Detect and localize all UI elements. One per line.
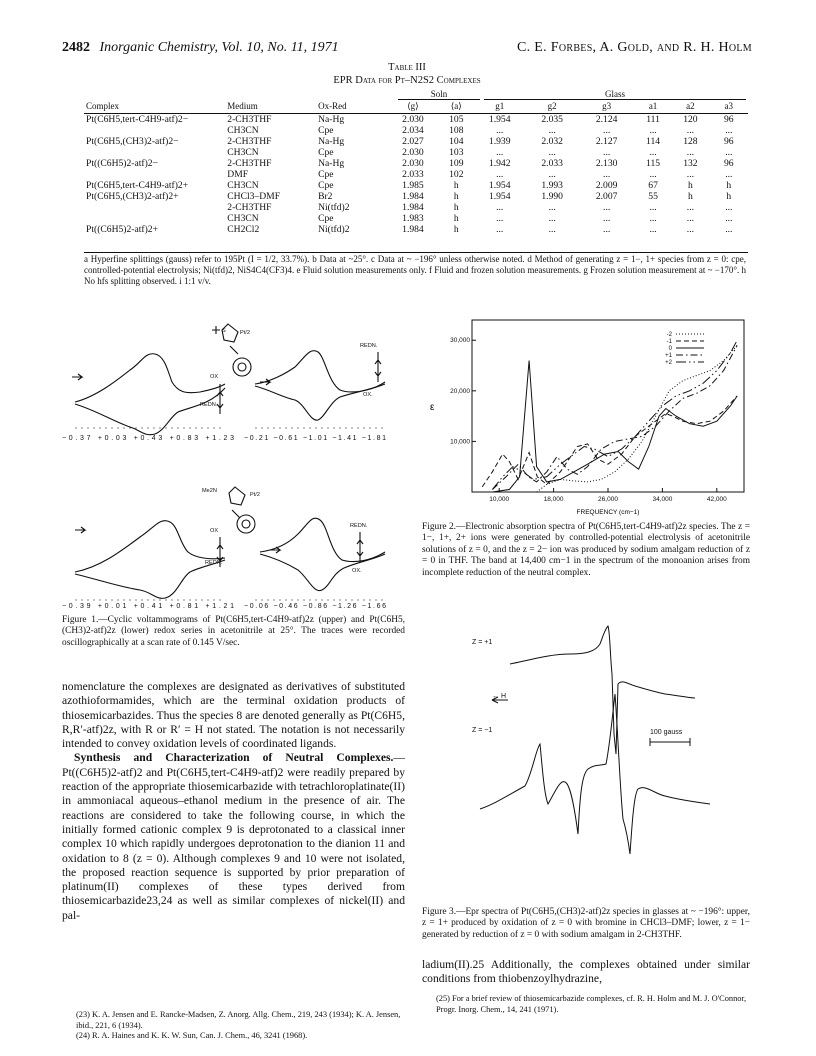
ox-label-ur: OX. <box>363 392 373 398</box>
table-cell: Br2 <box>318 191 333 202</box>
table-row <box>84 202 748 213</box>
table-cell: ... <box>686 169 694 180</box>
table-cell: 128 <box>683 136 698 147</box>
table-row <box>84 180 748 191</box>
table-cell: 2.034 <box>402 125 424 136</box>
table-cell: Na-Hg <box>318 158 345 169</box>
ox-label-ul: OX <box>210 374 219 380</box>
table-cell: 96 <box>723 158 734 169</box>
table-cell: ... <box>686 213 694 224</box>
table-cell: 104 <box>449 136 464 147</box>
table-cell: 1.990 <box>541 191 563 202</box>
cv-trace-lower-right <box>260 518 385 590</box>
body-text-left <box>62 680 405 923</box>
epr-trace-lower <box>480 694 710 854</box>
table-cell: 1.984 <box>402 191 424 202</box>
table-cell: ... <box>603 224 611 235</box>
table-cell: h <box>726 180 732 191</box>
table-cell: 1.954 <box>488 180 511 191</box>
ref-23: (23) K. A. Jensen and E. Rancke-Madsen, Z. Anorg. Allg. Chem., 219, 243 (1934); K. A. Jensen, ibid., 221, 6 (1934). <box>76 1010 401 1030</box>
struct-lower-me2n: Me2N <box>202 488 217 494</box>
table-cell: 2.035 <box>541 114 563 125</box>
x-axis-label: FREQUENCY (cm−1) <box>576 509 640 516</box>
field-arrow-label: ← H <box>492 693 506 700</box>
table-header-cell: a2 <box>671 101 709 114</box>
struct-upper-s: S <box>222 328 226 334</box>
series-line--1 <box>482 396 737 487</box>
table-cell: 132 <box>683 158 698 169</box>
table-row <box>84 191 748 202</box>
table-row <box>84 213 748 224</box>
table-cell: 105 <box>449 114 464 125</box>
table-cell: ... <box>548 147 556 158</box>
table-cell: h <box>688 180 693 191</box>
table-cell: ... <box>649 213 657 224</box>
ref-24: (24) R. A. Haines and K. K. W. Sun, Can. J. Chem., 46, 3241 (1968). <box>76 1031 308 1040</box>
table-cell <box>84 169 225 180</box>
scale-label: 100 gauss <box>650 729 683 736</box>
table-number: Table III <box>388 62 426 73</box>
table-cell: Cpe <box>318 169 334 180</box>
redn-label-lr: REDN. <box>350 523 368 529</box>
table-cell: 1.954 <box>488 191 511 202</box>
table-row <box>84 169 748 180</box>
legend-label: -2 <box>666 332 672 338</box>
table-cell: Cpe <box>318 125 334 136</box>
table-header-cell: a1 <box>635 101 671 114</box>
table-cell: 55 <box>648 191 658 202</box>
table-cell: 103 <box>449 147 464 158</box>
table-cell: 114 <box>646 136 661 147</box>
table-cell: ... <box>548 224 556 235</box>
table-cell: Pt(C6H5,tert-C4H9-atf)2− <box>86 114 189 125</box>
table-cell: ... <box>725 224 733 235</box>
table-cell: ... <box>496 125 504 136</box>
table-cell: ... <box>496 224 504 235</box>
figure2-caption: Figure 2.—Electronic absorption spectra of Pt(C6H5,tert-C4H9-atf)2z species. The z = 1−, 1+, 2+ ions were generated by controlled-potential electrolysis of acetonitrile solutions of z = 0, and the z = 2− ion was produced by sodium amalgam reduction of z = 0 in THF. The band at 14,400 cm−1 in the spectrum of the monoanion arises from incomplete reduction of the neutral complex. <box>422 522 750 578</box>
table-cell <box>84 125 225 136</box>
table-cell: h <box>453 224 459 235</box>
table-row <box>84 125 748 136</box>
table-header-cell: g3 <box>578 101 635 114</box>
table-title: EPR Data for Pt–N2S2 Complexes <box>333 75 481 86</box>
table-cell: 2.033 <box>541 158 563 169</box>
table-cell: ... <box>603 125 611 136</box>
table-cell: 1.984 <box>402 224 424 235</box>
x-tick-label: 34,000 <box>652 496 673 503</box>
legend-label: +1 <box>665 353 672 359</box>
table-cell: CH2Cl2 <box>227 224 260 235</box>
table-cell: Ni(tfd)2 <box>318 224 350 235</box>
table-footnotes: a Hyperfine splittings (gauss) refer to 195Pt (I = 1/2, 33.7%). b Data at ~25°. c Data at ~ −196° unless otherwise noted. d Method of generating z = 1−, 1+ species from z = 0: cpe, controlled-potential electrolysis; Ni(tfd)2, NiS4C4(CF3)4. e Fluid solution measurements only. f Fluid and frozen solution measurements. g Frozen solution measurement at ~ −170°. h No hfs splitting observed. i 1:1 v/v. <box>84 254 746 286</box>
scale-bar <box>650 738 690 746</box>
table-cell: 108 <box>449 125 464 136</box>
table-cell: Na-Hg <box>318 136 345 147</box>
redn-label-ul: REDN. <box>200 402 218 408</box>
table-cell <box>84 202 225 213</box>
table-cell: CH3CN <box>227 180 259 191</box>
table-cell: ... <box>603 213 611 224</box>
figure1-caption: Figure 1.—Cyclic voltammograms of Pt(C6H5,tert-C4H9-atf)2z (upper) and Pt(C6H5,(CH3)2-atf)2z (lower) redox series in acetonitrile at 25°. The traces were recorded oscillographically at a scan rate of 0.145 V/sec. <box>62 615 405 648</box>
table-header-cell: Medium <box>225 101 316 114</box>
table-cell: ... <box>649 125 657 136</box>
table-cell: ... <box>725 169 733 180</box>
table-rule <box>84 252 748 253</box>
struct-upper-pt: Pt/2 <box>240 330 250 336</box>
x-tick-label: 18,000 <box>543 496 564 503</box>
cv-trace-lower-left <box>75 521 225 599</box>
table-cell: Cpe <box>318 147 334 158</box>
table-cell <box>84 213 225 224</box>
y-axis-symbol: ε <box>430 402 435 413</box>
table-body <box>84 114 748 236</box>
redn-label-ll: REDN. <box>205 560 223 566</box>
section-heading: Synthesis and Characterization of Neutral Complexes. <box>74 751 394 765</box>
legend-label: 0 <box>668 346 672 352</box>
table-cell: ... <box>725 202 733 213</box>
table-cell: Pt((C6H5)2-atf)2+ <box>86 224 159 235</box>
table-cell: 1.954 <box>488 114 511 125</box>
table-cell: 1.942 <box>488 158 511 169</box>
author-line: C. E. Forbes, A. Gold, and R. H. Holm <box>517 40 752 55</box>
struct-lower-pt: Pt/2 <box>250 492 260 498</box>
table-header-cell: ⟨g⟩ <box>387 101 439 114</box>
table-cell: ... <box>686 202 694 213</box>
table-header-cell: Complex <box>84 101 225 114</box>
table-cell: Pt(C6H5,tert-C4H9-atf)2+ <box>86 180 189 191</box>
table-cell: ... <box>548 202 556 213</box>
table-cell: 2.030 <box>402 158 424 169</box>
axis-upper-left: −0.37 +0.03 +0.43 +0.83 +1.23 <box>62 435 234 442</box>
figure3-epr-spectra <box>470 624 730 904</box>
soln-group-header: Soln <box>398 89 480 100</box>
table-row <box>84 136 748 147</box>
table-cell: h <box>453 180 459 191</box>
references-left <box>62 1010 405 1042</box>
paragraph-synthesis: —Pt((C6H5)2-atf)2 and Pt(C6H5,tert-C4H9-atf)2 were readily prepared by reaction of the appropriate thiosemicarbazide with tetrachloroplatinate(II) in ammoniacal aqueous–ethanol medium in the presence of air. The reactions are considered to take the following course, in which the initially formed cationic complex 9 is deprotonated to a classical inner complex 10 which rapidly undergoes deprotonation to the dianion 11 and oxidation to 8 (z = 0). Although complexes 9 and 10 were not isolated, the proposed reaction sequence is supported by prior preparation of platinum(II) complexes of these types derived from thiosemicarbazide23,24 as well as similar complexes of nickel(II) and pal- <box>62 751 405 922</box>
table-cell: CH3CN <box>227 125 259 136</box>
series-line--2 <box>537 345 738 492</box>
table-cell: ... <box>649 224 657 235</box>
ox-label-lr: OX. <box>352 568 362 574</box>
y-tick-label: 30,000 <box>450 337 470 345</box>
table-cell: ... <box>496 202 504 213</box>
table-cell: 2-CH3THF <box>227 158 272 169</box>
table-cell: h <box>453 213 459 224</box>
table-row <box>84 114 748 126</box>
legend-label: -1 <box>666 339 672 345</box>
table-cell: 1.939 <box>488 136 511 147</box>
table-cell: ... <box>649 202 657 213</box>
glass-group-header: Glass <box>484 89 746 100</box>
table-cell: 2-CH3THF <box>227 202 272 213</box>
table-cell: 109 <box>449 158 464 169</box>
table-cell: h <box>453 202 459 213</box>
table-cell: ... <box>725 213 733 224</box>
table-cell: ... <box>496 147 504 158</box>
table-cell: ... <box>686 147 694 158</box>
label-z-plus1: Z = +1 <box>472 639 493 646</box>
table-cell: Na-Hg <box>318 114 345 125</box>
table-cell: 2.124 <box>595 114 618 125</box>
table-cell: h <box>726 191 732 202</box>
table-cell: ... <box>603 147 611 158</box>
epr-data-table <box>84 101 748 235</box>
table-row <box>84 158 748 169</box>
cv-trace-upper-right <box>255 351 385 420</box>
page-number: 2482 <box>62 40 90 55</box>
figure3-caption: Figure 3.—Epr spectra of Pt(C6H5,(CH3)2-atf)2z species in glasses at ~ −196°: upper, z = 1+ produced by oxidation of z = 0 with bromine in CHCl3–DMF; lower, z = 1− generated by reduction of z = 0 with sodium amalgam in 2-CH3THF. <box>422 907 750 940</box>
table-cell: 2.030 <box>402 114 424 125</box>
table-row <box>84 224 748 235</box>
series-line-0 <box>492 361 737 493</box>
running-header <box>62 40 752 58</box>
table-header-cell: Ox-Red <box>316 101 387 114</box>
table-cell: 111 <box>646 114 660 125</box>
figure1-voltammograms <box>60 312 405 612</box>
table-cell: ... <box>603 202 611 213</box>
table-cell: ... <box>725 125 733 136</box>
axis-lower-left: −0.39 +0.01 +0.41 +0.81 +1.21 <box>62 603 234 610</box>
table-cell: CH3CN <box>227 213 259 224</box>
table-cell: Cpe <box>318 180 334 191</box>
table-cell: ... <box>496 169 504 180</box>
body-text-right: ladium(II).25 Additionally, the complexes obtained under similar conditions from thiobenzoylhydrazine, <box>422 958 750 986</box>
table-cell: 67 <box>648 180 658 191</box>
table-cell: Ni(tfd)2 <box>318 202 350 213</box>
label-z-minus1: Z = −1 <box>472 727 493 734</box>
y-tick-label: 20,000 <box>450 387 470 395</box>
table-cell: 2-CH3THF <box>227 136 272 147</box>
table-cell: 2-CH3THF <box>227 114 272 125</box>
ref-25: (25) For a brief review of thiosemicarbazide complexes, cf. R. H. Holm and M. J. O'Connor, Progr. Inorg. Chem., 14, 241 (1971). <box>436 994 747 1014</box>
table-row <box>84 147 748 158</box>
table-cell: 1.984 <box>402 202 424 213</box>
table-cell: ... <box>548 213 556 224</box>
table-cell: h <box>688 191 693 202</box>
table-cell: 2.127 <box>595 136 618 147</box>
redn-label-ur: REDN. <box>360 343 378 349</box>
paragraph-nomenclature: nomenclature the complexes are designated as derivatives of substituted azothioformamides, which are the terminal oxidation products of thiosemicarbazides. Thus the species 8 are denoted generally as Pt(C6H5, R,R′-atf)2z, with R or R′ = H not stated. The notation is not necessarily intended to convey oxidation levels of coordinated ligands. <box>62 680 405 751</box>
journal-citation: Inorganic Chemistry, Vol. 10, No. 11, 1971 <box>99 40 339 55</box>
table-header-cell: a3 <box>710 101 748 114</box>
table-cell: 1.993 <box>541 180 563 191</box>
axis-upper-right: −0.21 −0.61 −1.01 −1.41 −1.81 <box>244 435 386 442</box>
figure2-absorption-chart <box>422 318 752 518</box>
table-cell: ... <box>548 169 556 180</box>
table-cell: h <box>453 191 459 202</box>
references-right <box>422 994 750 1015</box>
table-cell: Pt((C6H5)2-atf)2− <box>86 158 159 169</box>
ox-label-ll: OX <box>210 528 219 534</box>
table-cell: 115 <box>646 158 661 169</box>
table-cell: ... <box>725 147 733 158</box>
table-header-cell: g1 <box>473 101 525 114</box>
table-cell: ... <box>548 125 556 136</box>
table-cell: 1.983 <box>402 213 424 224</box>
table-cell: ... <box>686 125 694 136</box>
cv-trace-upper-left <box>72 354 225 435</box>
x-tick-label: 42,000 <box>706 496 727 503</box>
table-cell: 96 <box>723 114 734 125</box>
table-cell: 2.033 <box>402 169 424 180</box>
table-cell: 1.985 <box>402 180 424 191</box>
table-cell: ... <box>496 213 504 224</box>
table-cell: Pt(C6H5,(CH3)2-atf)2− <box>86 136 179 147</box>
table-cell: 2.007 <box>595 191 618 202</box>
table-header-cell: g2 <box>526 101 578 114</box>
table-cell: Cpe <box>318 213 334 224</box>
table-cell: 96 <box>723 136 734 147</box>
table-cell: CH3CN <box>227 147 259 158</box>
table-cell: ... <box>603 169 611 180</box>
table-cell: ... <box>686 224 694 235</box>
table-cell: Pt(C6H5,(CH3)2-atf)2+ <box>86 191 179 202</box>
table-cell: 2.030 <box>402 147 424 158</box>
legend-label: +2 <box>665 360 672 366</box>
table-cell: 2.032 <box>541 136 563 147</box>
table-cell: ... <box>649 169 657 180</box>
table-header-cell: ⟨a⟩ <box>439 101 473 114</box>
x-tick-label: 26,000 <box>598 496 618 503</box>
table-cell: 120 <box>683 114 698 125</box>
table-cell: CHCl3–DMF <box>227 191 281 202</box>
table-cell: 2.130 <box>595 158 618 169</box>
table-cell: ... <box>649 147 657 158</box>
x-tick-label: 10,000 <box>489 496 510 503</box>
table-cell: 2.027 <box>402 136 424 147</box>
y-tick-label: 10,000 <box>450 438 470 446</box>
axis-lower-right: −0.06 −0.46 −0.86 −1.26 −1.66 <box>244 603 386 610</box>
table-cell: 102 <box>449 169 464 180</box>
table-cell <box>84 147 225 158</box>
table-cell: DMF <box>227 169 249 180</box>
table-header-row <box>84 101 748 114</box>
table-cell: 2.009 <box>595 180 618 191</box>
